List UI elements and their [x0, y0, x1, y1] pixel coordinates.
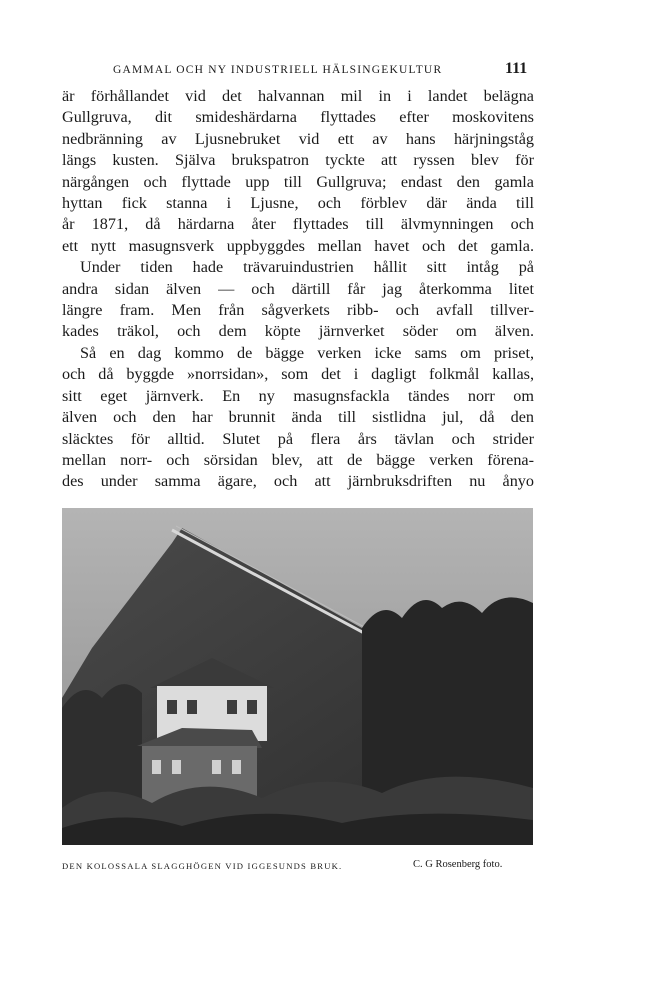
photograph-slag-heap	[62, 508, 533, 845]
text-line: Så en dag kommo de bägge verken icke sams om priset,	[80, 343, 534, 362]
figure-caption: DEN KOLOSSALA SLAGGHÖGEN VID IGGESUNDS BRUK.	[62, 861, 343, 871]
body-text	[62, 86, 534, 493]
text-line: år 1871, då härdarna åter flyttades till älvmynningen och	[62, 215, 534, 234]
text-line: och då byggde »norrsidan», som det i dagligt folkmål kallas,	[62, 365, 534, 384]
photo-credit: C. G Rosenberg foto.	[413, 859, 503, 870]
text-line: är förhållandet vid det halvannan mil in i landet belägna	[62, 87, 534, 105]
text-line: kades träkol, och dem köpte järnverket söder om älven.	[62, 322, 534, 341]
text-line: älven och den har brunnit ända till sistlidna jul, då den	[62, 408, 534, 427]
text-line: andra sidan älven — och därtill får jag återkomma litet	[62, 279, 534, 298]
text-line: des under samma ägare, och att järnbruksdriften nu ånyo	[62, 472, 534, 491]
text-line: närgången och flyttade upp till Gullgruva; endast den gamla	[62, 172, 534, 191]
text-line: Gullgruva, dit smideshärdarna flyttades efter moskovitens	[62, 108, 534, 127]
text-line: mellan norr- och sörsidan blev, att de bägge verken förena-	[62, 450, 534, 469]
page-number: 111	[505, 60, 528, 77]
text-line: släcktes för alltid. Slutet på flera års tävlan och strider	[62, 429, 534, 448]
running-head: GAMMAL OCH NY INDUSTRIELL HÄLSINGEKULTUR	[113, 64, 443, 76]
text-line: Under tiden hade trävaruindustrien hållit sitt intåg på	[80, 258, 534, 277]
text-line: sitt eget järnverk. En ny masugnsfackla tändes norr om	[62, 386, 534, 405]
text-line: längre fram. Men från sågverkets ribb- och avfall tillver-	[62, 301, 534, 320]
text-line: hyttan fick stanna i Ljusne, och förblev där ända till	[62, 194, 534, 213]
text-line: ett nytt masugnsverk uppbyggdes mellan havet och det gamla.	[62, 236, 534, 255]
text-line: längs kusten. Själva brukspatron tyckte att ryssen blev för	[62, 151, 534, 170]
text-line: nedbränning av Ljusnebruket vid ett av hans härjningståg	[62, 129, 534, 148]
